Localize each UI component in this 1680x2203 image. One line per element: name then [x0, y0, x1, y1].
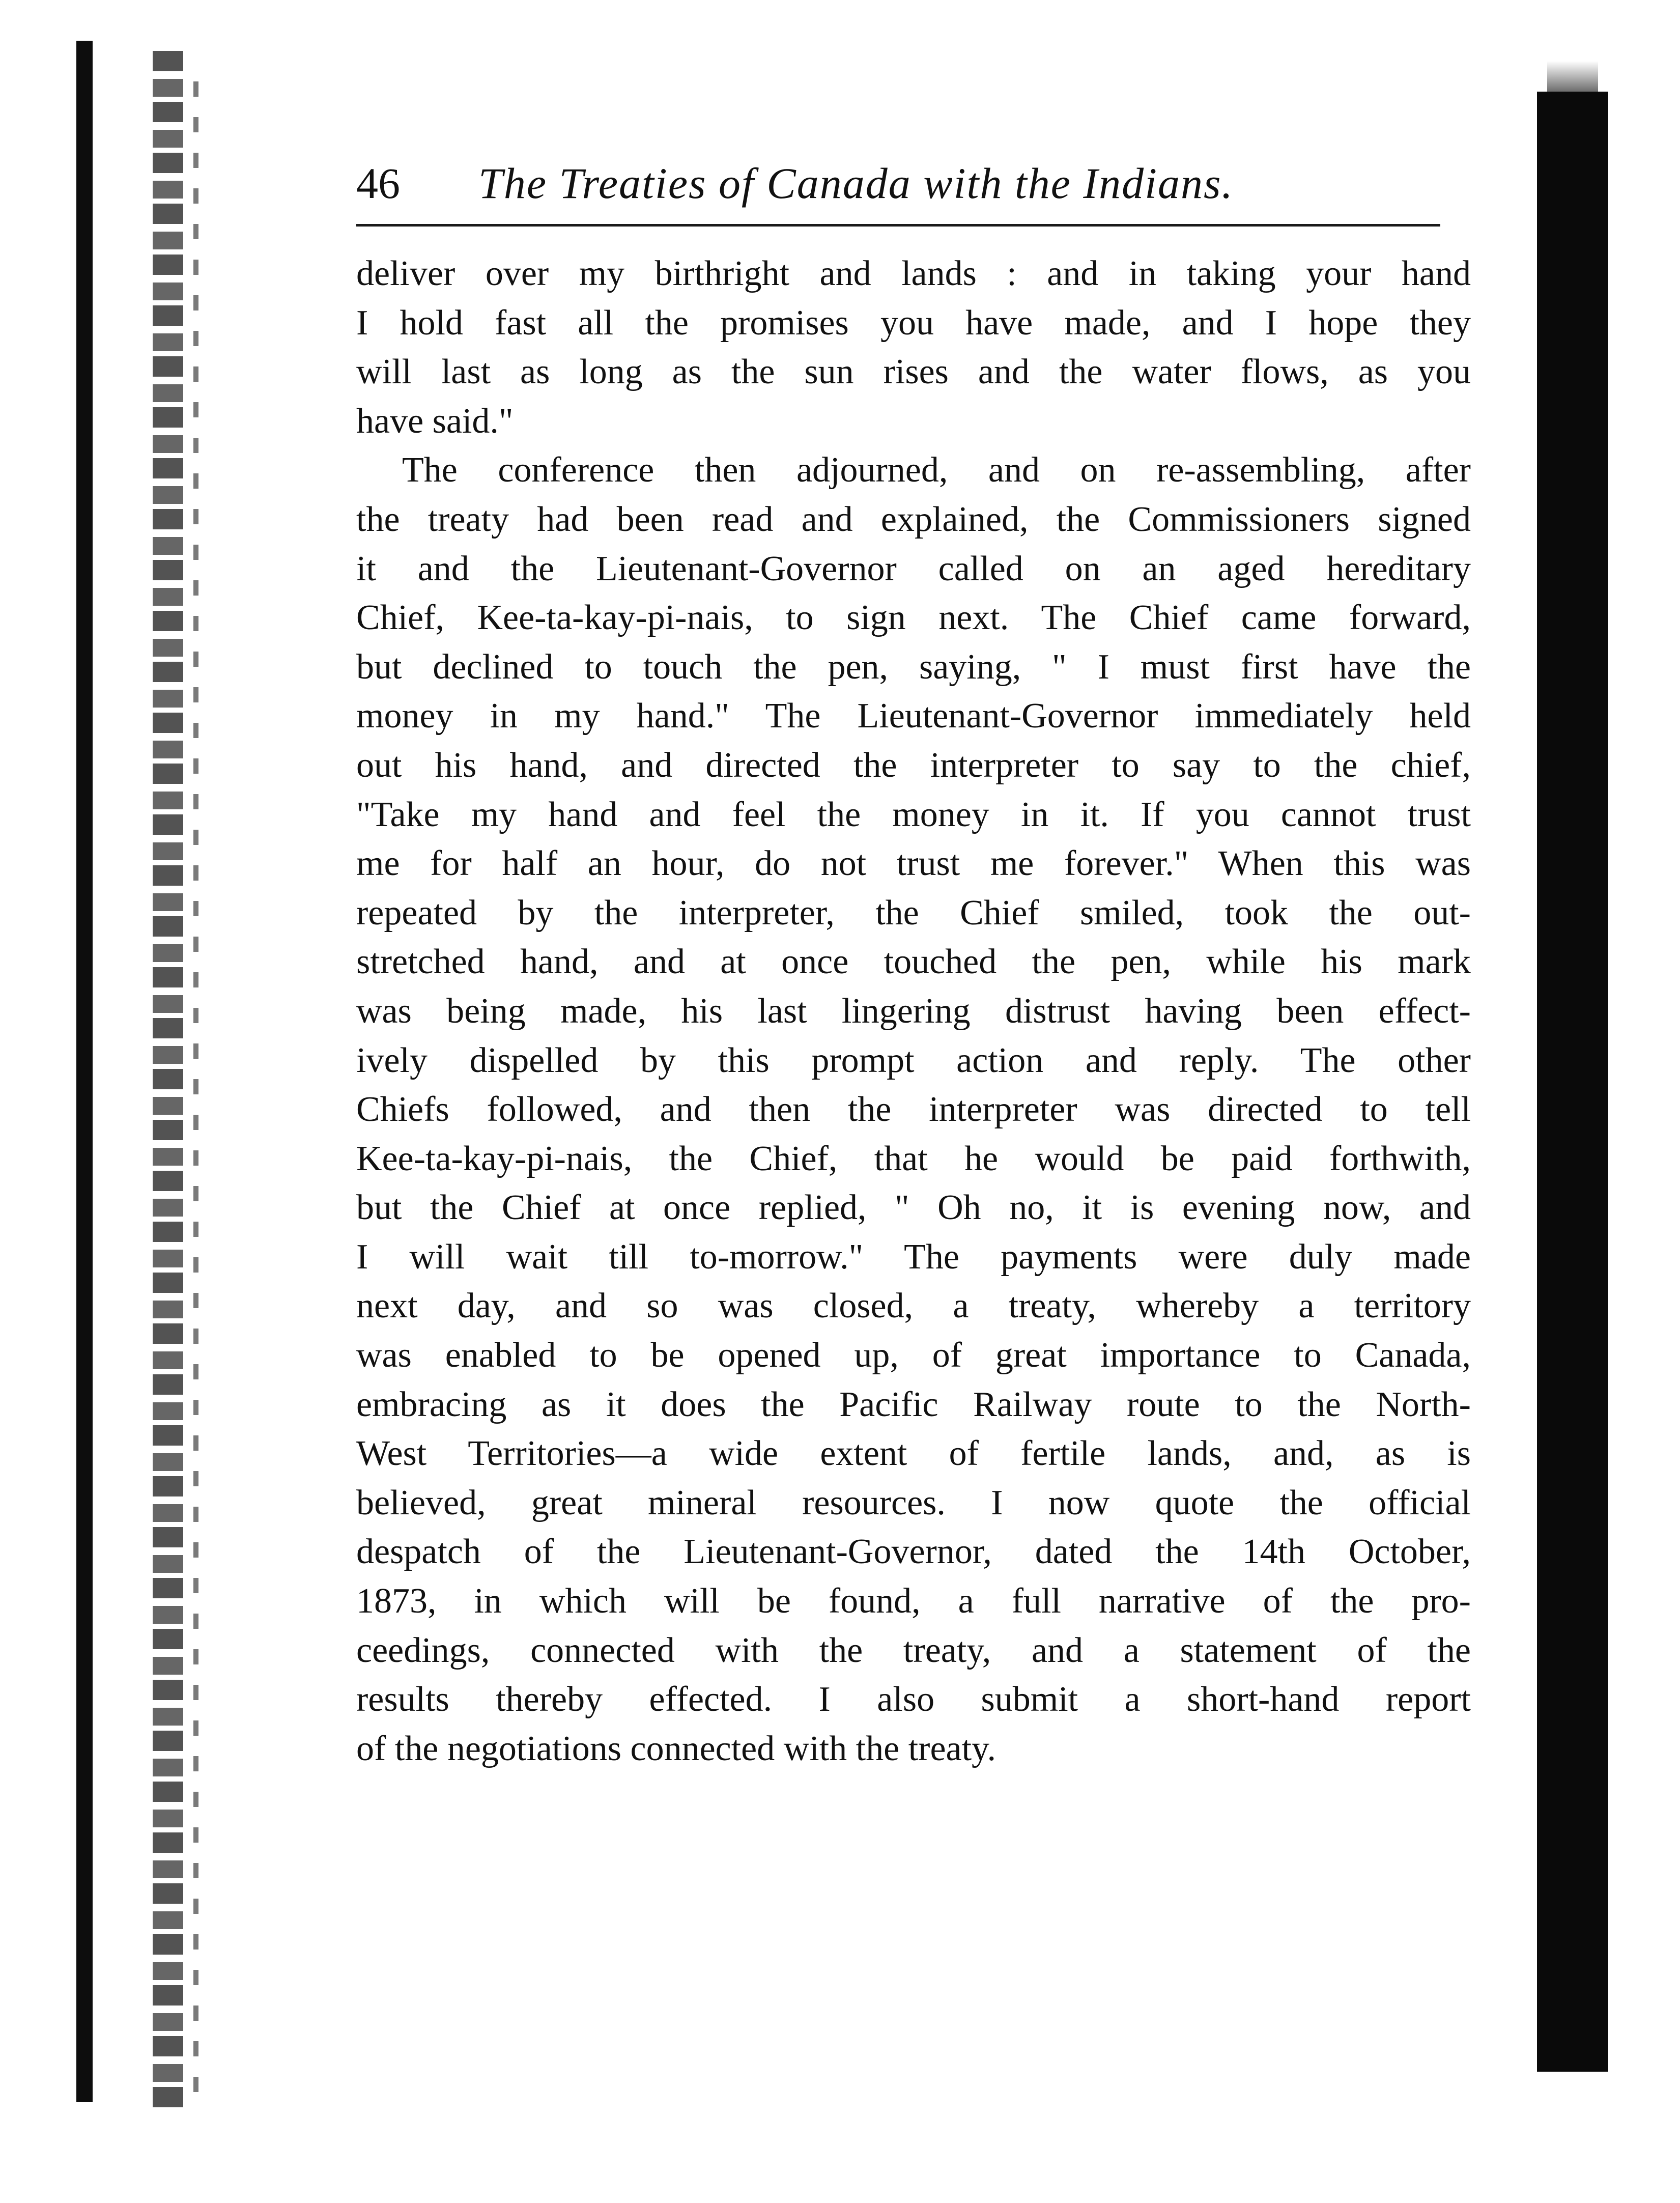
- page-number: 46: [356, 159, 400, 208]
- text-line: repeated by the interpreter, the Chief smiled, took the out-: [356, 893, 1471, 933]
- text-line: embracing as it does the Pacific Railway route to the North-: [356, 1385, 1471, 1424]
- text-line: of the negotiations connected with the treaty.: [356, 1729, 996, 1768]
- text-line: the treaty had been read and explained, the Commissioners signed: [356, 499, 1471, 539]
- text-line: Chief, Kee-ta-kay-pi-nais, to sign next. The Chief came forward,: [356, 598, 1471, 638]
- text-line: was being made, his last lingering distrust having been effect-: [356, 991, 1471, 1031]
- text-line: it and the Lieutenant-Governor called on an aged hereditary: [356, 549, 1471, 588]
- paragraph: [356, 446, 1471, 1773]
- paragraph: [356, 249, 1471, 446]
- text-line: West Territories—a wide extent of fertile lands, and, as is: [356, 1434, 1471, 1474]
- text-line: ceedings, connected with the treaty, and a statement of the: [356, 1630, 1471, 1670]
- text-line: I hold fast all the promises you have made, and I hope they: [356, 303, 1471, 343]
- text-line: results thereby effected. I also submit a short-hand report: [356, 1680, 1471, 1719]
- text-line: despatch of the Lieutenant-Governor, dated the 14th October,: [356, 1532, 1471, 1572]
- running-title: The Treaties of Canada with the Indians.: [478, 159, 1234, 208]
- text-line: have said.": [356, 401, 514, 441]
- text-line: next day, and so was closed, a treaty, whereby a territory: [356, 1286, 1471, 1326]
- text-line: me for half an hour, do not trust me forever." When this was: [356, 844, 1471, 884]
- text-line: Chiefs followed, and then the interpreter was directed to tell: [356, 1090, 1471, 1129]
- text-line: "Take my hand and feel the money in it. If you cannot trust: [356, 795, 1471, 834]
- text-line: I will wait till to-morrow." The payments were duly made: [356, 1237, 1471, 1277]
- text-line: was enabled to be opened up, of great importance to Canada,: [356, 1336, 1471, 1375]
- text-line: money in my hand." The Lieutenant-Governor immediately held: [356, 696, 1471, 736]
- left-binding-edge: [193, 81, 198, 2097]
- right-page-edge-shadow: [1537, 92, 1608, 2072]
- text-line: 1873, in which will be found, a full narrative of the pro-: [356, 1581, 1471, 1621]
- text-line: will last as long as the sun rises and the water flows, as you: [356, 352, 1471, 392]
- left-binding-texture: [153, 51, 183, 2107]
- text-line: ively dispelled by this prompt action and reply. The other: [356, 1040, 1471, 1080]
- text-line: The conference then adjourned, and on re-assembling, after: [402, 450, 1471, 490]
- text-line: out his hand, and directed the interpreter to say to the chief,: [356, 745, 1471, 785]
- running-header: [356, 148, 1440, 219]
- text-line: Kee-ta-kay-pi-nais, the Chief, that he would be paid forthwith,: [356, 1139, 1471, 1178]
- text-line: believed, great mineral resources. I now quote the official: [356, 1483, 1471, 1522]
- text-line: deliver over my birthright and lands : and in taking your hand: [356, 254, 1471, 293]
- text-line: stretched hand, and at once touched the pen, while his mark: [356, 942, 1471, 982]
- header-rule: [356, 224, 1440, 227]
- text-line: but declined to touch the pen, saying, " I must first have the: [356, 647, 1471, 687]
- text-line: but the Chief at once replied, " Oh no, it is evening now, and: [356, 1188, 1471, 1228]
- left-binding-shadow: [76, 41, 93, 2102]
- body-text: [356, 249, 1471, 1773]
